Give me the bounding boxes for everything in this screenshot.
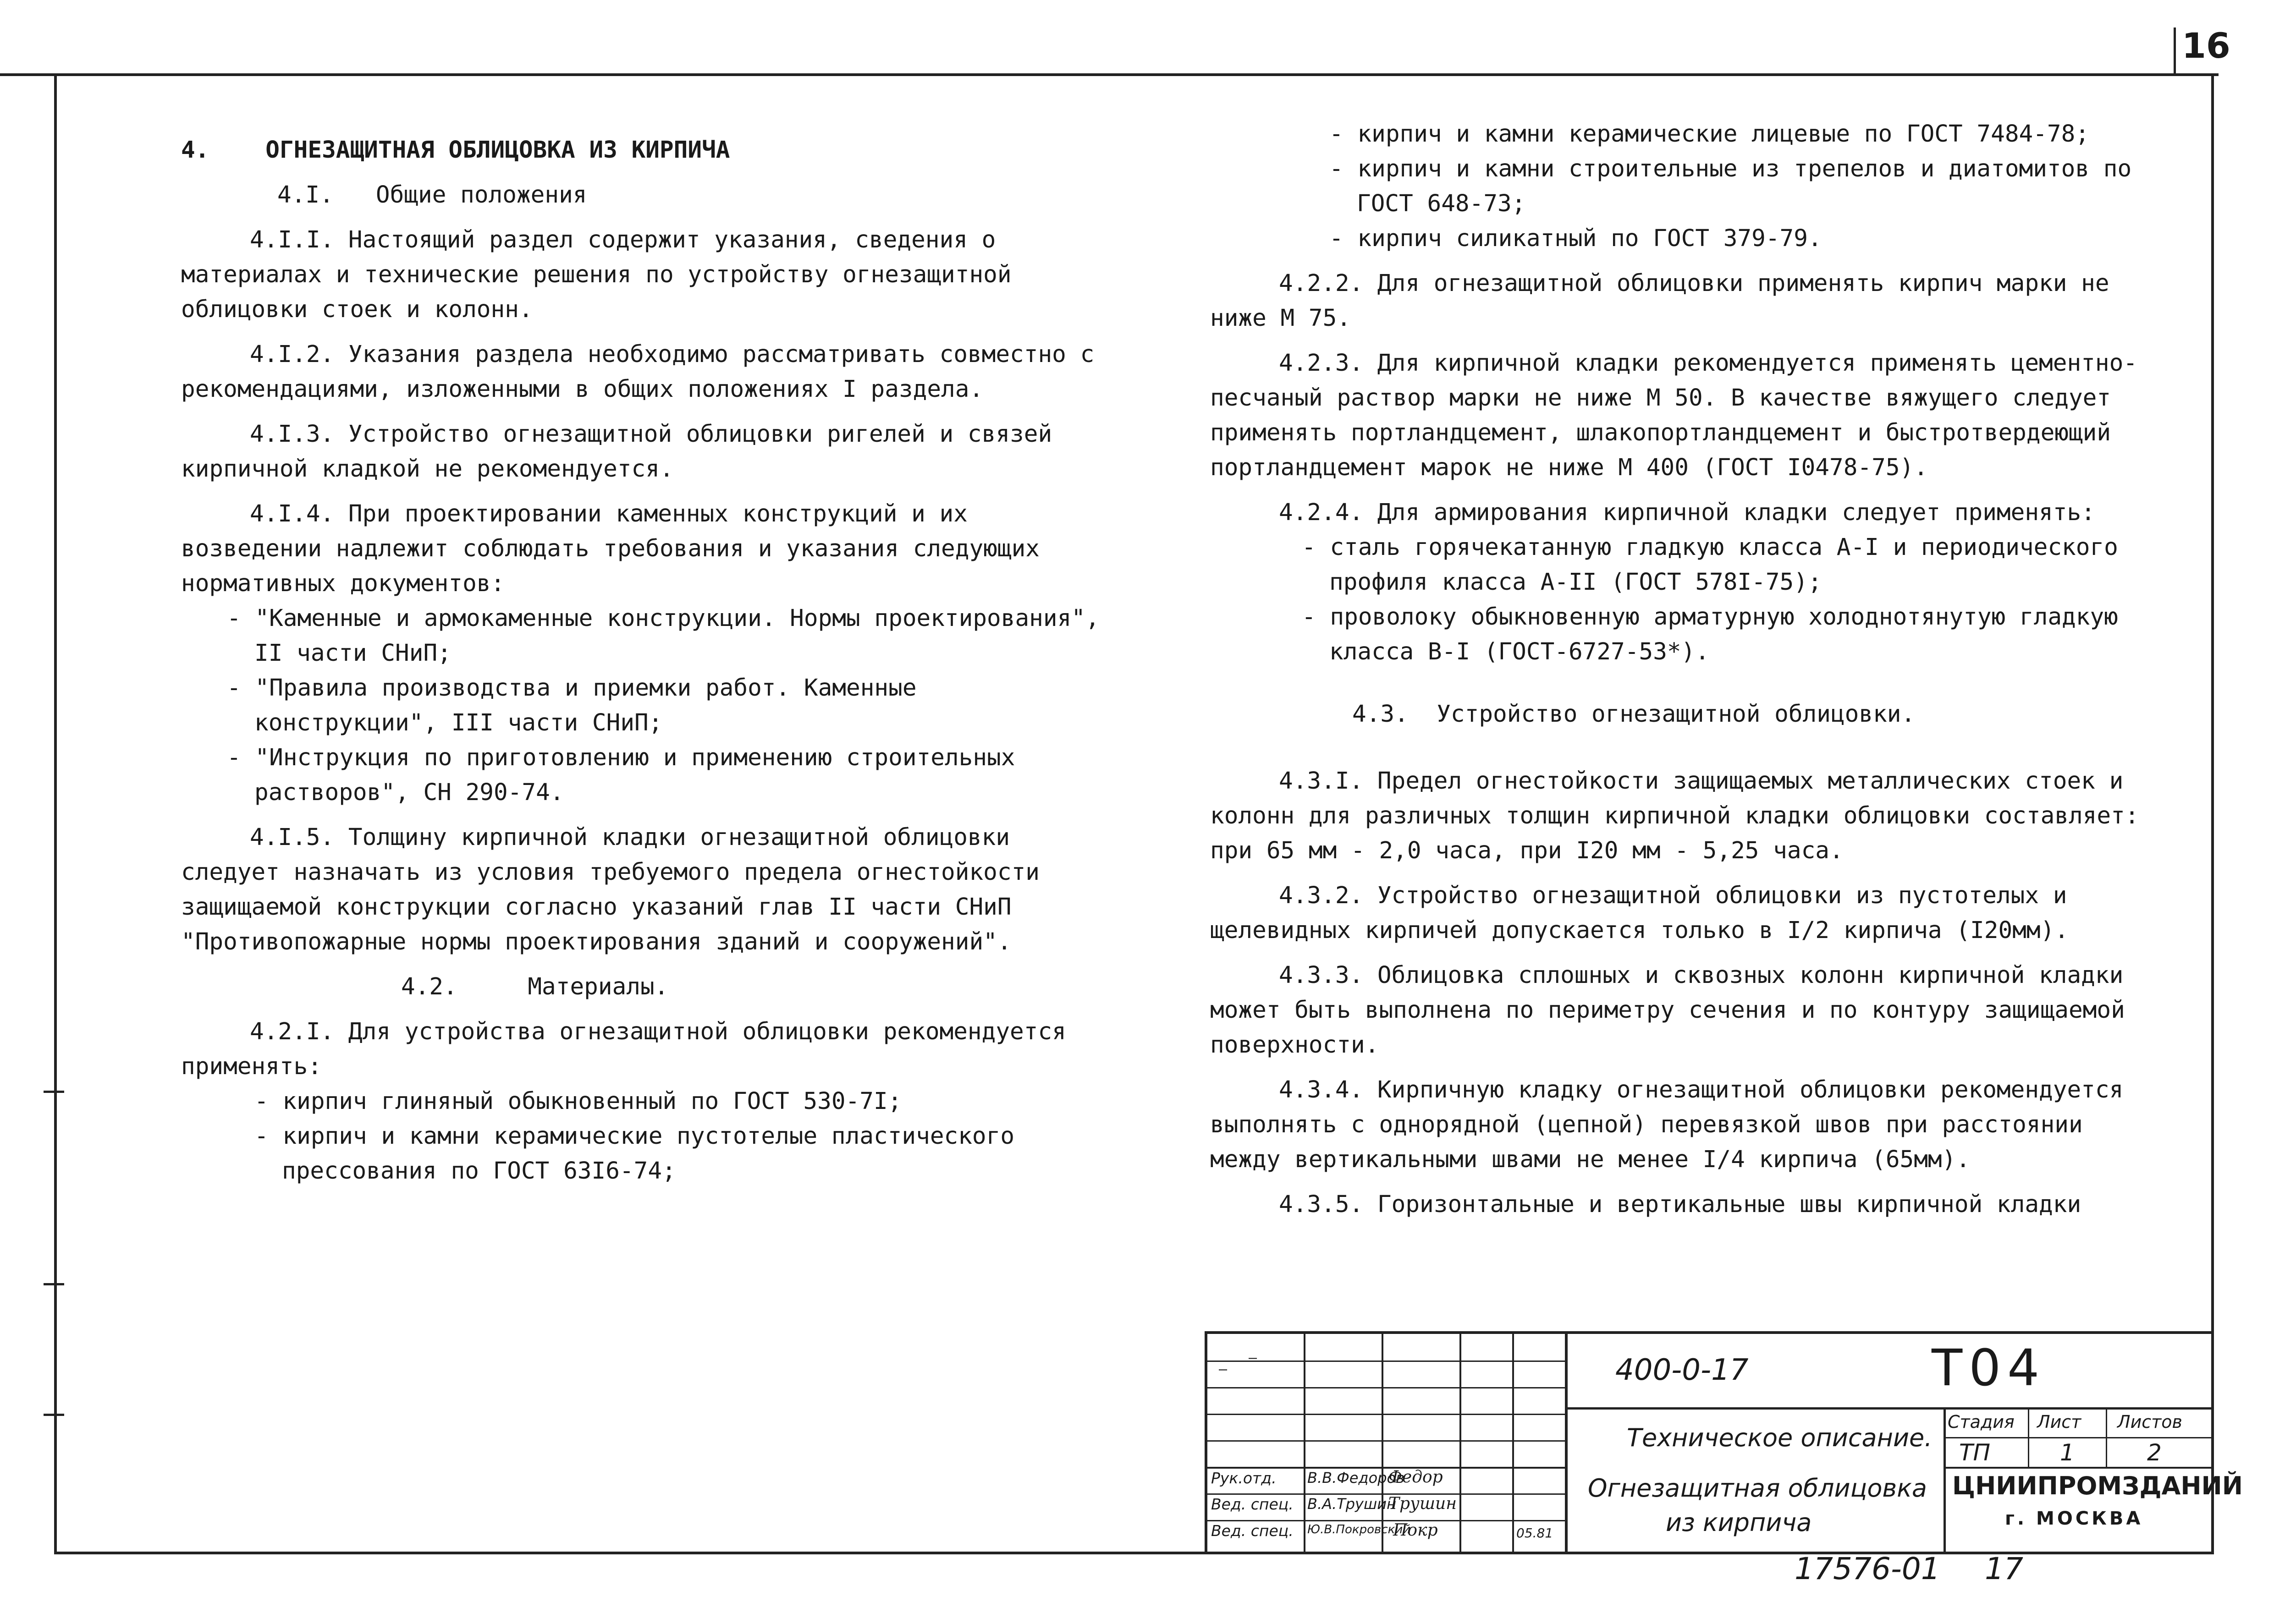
paragraph-4-2-1: 4.2.I. Для устройства огнезащитной облицовки рекомендуется применять:: [181, 1018, 1066, 1080]
right-column: [1210, 117, 2150, 1222]
signature: Покр: [1393, 1521, 1438, 1540]
signature: Трушин: [1388, 1494, 1457, 1513]
person-name: Ю.В.Покровский: [1307, 1523, 1411, 1536]
inventory-number: 17576-01: [1795, 1551, 1940, 1586]
role-label: Рук.отд.: [1211, 1469, 1277, 1487]
margin-tick: [44, 1414, 64, 1416]
paragraph-4-2-3: 4.2.3. Для кирпичной кладки рекомендуется применять цементно-песчаный раствор марки не ниже М 50. В качестве вяжущего следует применять портландцемент, шлакопортландцемент и быстротвердеющий портландцемент марок не ниже М 400 (ГОСТ I0478-75).: [1210, 350, 2137, 481]
paragraph-4-3-2: 4.3.2. Устройство огнезащитной облицовки из пустотелых и щелевидных кирпичей допускается только в I/2 кирпича (I20мм).: [1210, 882, 2069, 944]
section-heading: [181, 133, 1107, 168]
page-number: 17: [1985, 1551, 2023, 1586]
list-item: - кирпич и камни керамические лицевые по ГОСТ 7484-78;: [1329, 121, 2090, 148]
paragraph-4-3-5: 4.3.5. Горизонтальные и вертикальные швы кирпичной кладки: [1279, 1191, 2081, 1218]
title-block: — — 400-0-17 Т04 Техническое описание. Огнезащитная облицовка из кирпича Стадия Лист Листов ТП 1 2 ЦНИИПРОМЗДАНИЙ г. МОСКВА Рук.отд. Вед. спец. Вед. спец. В.В.Федоров В.А.Трушин Ю.В.Покровский Федор Трушин Покр 05.81: [1205, 1331, 2214, 1554]
sheet-label: Лист: [2037, 1412, 2081, 1432]
sheet-value: 1: [2060, 1439, 2075, 1466]
paragraph-4-1-4: 4.I.4. При проектировании каменных конструкций и их возведении надлежит соблюдать требования и указания следующих нормативных документов:: [181, 500, 1040, 597]
stage-label: Стадия: [1948, 1412, 2015, 1432]
document-mark: Т04: [1932, 1339, 2046, 1397]
subsection-title: 4.2. Материалы.: [401, 973, 669, 1000]
title-line-2: Огнезащитная облицовка: [1588, 1474, 1927, 1503]
title-line-3: из кирпича: [1666, 1508, 1812, 1537]
paragraph-4-3-1: 4.3.I. Предел огнестойкости защищаемых металлических стоек и колонн для различных толщин кирпичной кладки облицовки составляет: при 65 мм - 2,0 часа, при I20 мм - 5,25 часа.: [1210, 768, 2139, 864]
list-item: - "Каменные и армокаменные конструкции. Нормы проектирования", II части СНиП;: [227, 605, 1100, 667]
organization-city: г. МОСКВА: [2005, 1508, 2143, 1529]
list-item: - кирпич глиняный обыкновенный по ГОСТ 530-7I;: [254, 1088, 902, 1115]
role-label: Вед. спец.: [1211, 1522, 1294, 1540]
organization-name: ЦНИИПРОМЗДАНИЙ: [1952, 1471, 2243, 1500]
paragraph-4-2-2: 4.2.2. Для огнезащитной облицовки применять кирпич марки не ниже М 75.: [1210, 270, 2109, 332]
person-name: В.В.Федоров: [1307, 1469, 1404, 1487]
paragraph-4-1-2: 4.I.2. Указания раздела необходимо рассматривать совместно с рекомендациями, изложенными в общих положениях I раздела.: [181, 341, 1095, 403]
date: 05.81: [1516, 1525, 1553, 1541]
left-column: [181, 133, 1107, 1189]
person-name: В.А.Трушин: [1307, 1495, 1396, 1513]
sheets-value: 2: [2147, 1439, 2162, 1466]
paragraph-4-2-4: 4.2.4. Для армирования кирпичной кладки следует применять:: [1279, 499, 2095, 526]
stage-value: ТП: [1959, 1439, 1991, 1466]
section-title: ОГНЕЗАЩИТНАЯ ОБЛИЦОВКА ИЗ КИРПИЧА: [265, 137, 730, 164]
list-item: - кирпич и камни строительные из трепелов и диатомитов по ГОСТ 648-73;: [1329, 155, 2132, 217]
section-number: 4.: [181, 137, 209, 164]
list-item: - кирпич силикатный по ГОСТ 379-79.: [1329, 225, 1822, 252]
list-item: - "Инструкция по приготовлению и применению строительных растворов", СН 290-74.: [227, 744, 1015, 806]
margin-tick: [44, 1283, 64, 1285]
list-item: - кирпич и камни керамические пустотелые пластического прессования по ГОСТ 63I6-74;: [254, 1123, 1015, 1185]
subsection-title: 4.I. Общие положения: [277, 181, 587, 208]
sheet-number: 16: [2182, 25, 2230, 66]
project-code: 400-0-17: [1615, 1353, 1749, 1387]
list-item: - проволоку обыкновенную арматурную холоднотянутую гладкую класса В-I (ГОСТ-6727-53*).: [1302, 604, 2118, 665]
subsection-title: 4.3. Устройство огнезащитной облицовки.: [1352, 701, 1916, 728]
list-item: - сталь горячекатанную гладкую класса А-I и периодического профиля класса А-II (ГОСТ 578I-75);: [1302, 534, 2118, 596]
margin-tick: [44, 1091, 64, 1093]
paragraph-4-3-4: 4.3.4. Кирпичную кладку огнезащитной облицовки рекомендуется выполнять с однорядной (цепной) перевязкой швов при расстоянии между вертикальными швами не менее I/4 кирпича (65мм).: [1210, 1076, 2124, 1173]
paragraph-4-1-5: 4.I.5. Толщину кирпичной кладки огнезащитной облицовки следует назначать из условия требуемого предела огнестойкости защищаемой конструкции согласно указаний глав II части СНиП "Противопожарные нормы проектирования зданий и сооружений".: [181, 824, 1040, 955]
sheets-label: Листов: [2117, 1412, 2182, 1432]
corner-separator: [2174, 27, 2176, 73]
role-label: Вед. спец.: [1211, 1495, 1294, 1513]
title-line-1: Техническое описание.: [1627, 1423, 1933, 1452]
paragraph-4-1-1: 4.I.I. Настоящий раздел содержит указания, сведения о материалах и технические решения по устройству огнезащитной облицовки стоек и колонн.: [181, 226, 1012, 323]
paragraph-4-1-3: 4.I.3. Устройство огнезащитной облицовки ригелей и связей кирпичной кладкой не рекомендуется.: [181, 421, 1052, 483]
paragraph-4-3-3: 4.3.3. Облицовка сплошных и сквозных колонн кирпичной кладки может быть выполнена по периметру сечения и по контуру защищаемой поверхности.: [1210, 962, 2125, 1059]
list-item: - "Правила производства и приемки работ. Каменные конструкции", III части СНиП;: [227, 675, 917, 736]
signature: Федор: [1388, 1468, 1443, 1487]
